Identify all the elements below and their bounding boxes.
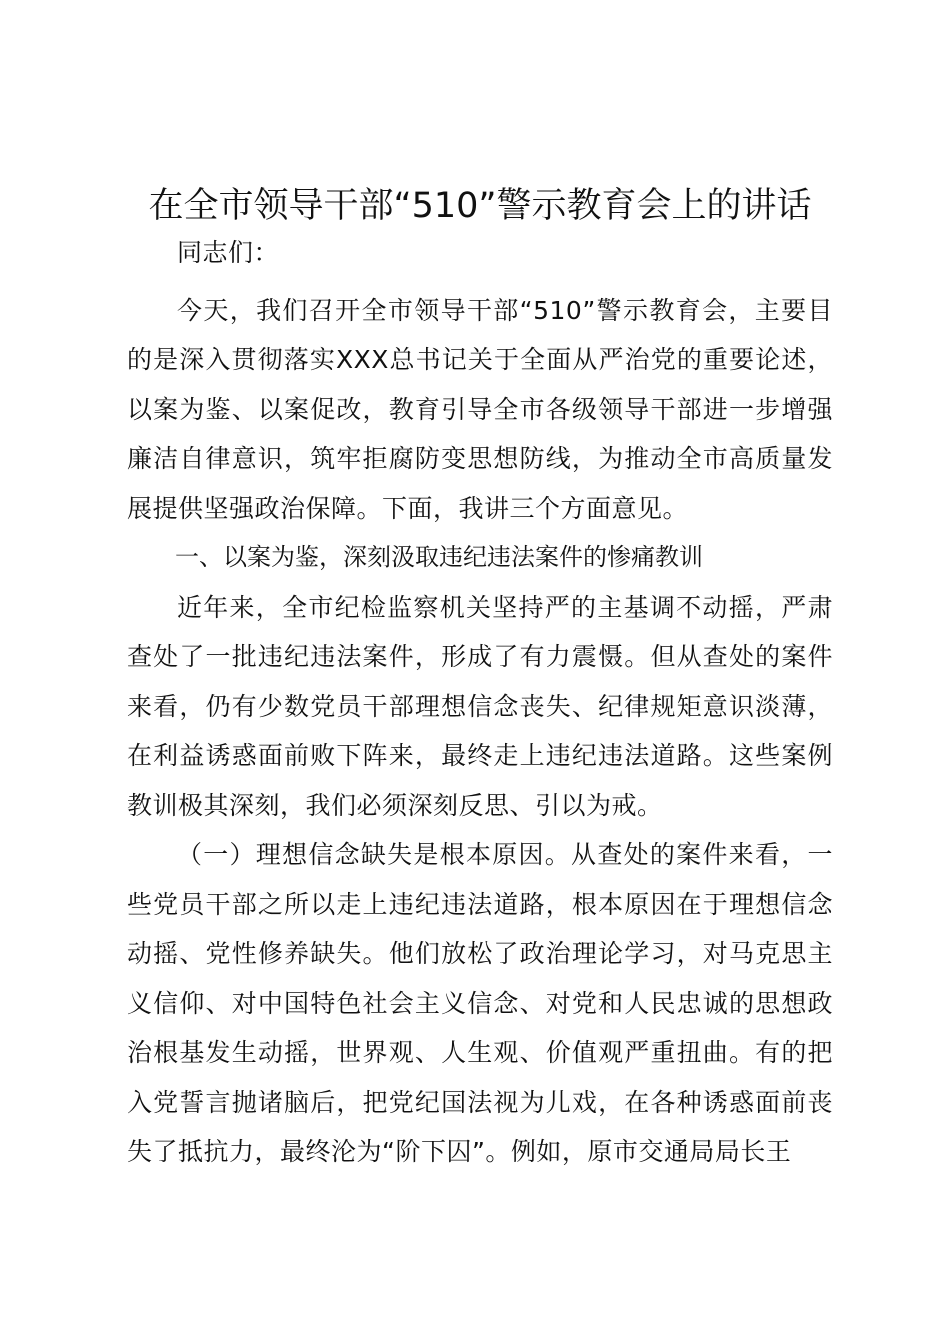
document-body [127, 176, 833, 1177]
document-title: 在全市领导干部“510”警示教育会上的讲话 [148, 186, 812, 226]
salutation: 同志们： [177, 238, 280, 267]
paragraph-subsection-1: （一）理想信念缺失是根本原因。从查处的案件来看，一些党员干部之所以走上违纪违法道路，根本原因在于理想信念动摇、党性修养缺失。他们放松了政治理论学习，对马克思主义信仰、对中国特色社会主义信念、对党和人民忠诚的思想政治根基发生动摇，世界观、人生观、价值观严重扭曲。有的把入党誓言抛诸脑后，把党纪国法视为儿戏，在各种诱惑面前丧失了抵抗力，最终沦为“阶下囚”。例如，原市交通局局长王 [127, 840, 833, 1166]
paragraph-section-1: 近年来，全市纪检监察机关坚持严的主基调不动摇，严肃查处了一批违纪违法案件，形成了有力震慑。但从查处的案件来看，仍有少数党员干部理想信念丧失、纪律规矩意识淡薄，在利益诱惑面前败下阵来，最终走上违纪违法道路。这些案例教训极其深刻，我们必须深刻反思、引以为戒。 [127, 592, 833, 820]
paragraph-intro: 今天，我们召开全市领导干部“510”警示教育会，主要目的是深入贯彻落实XXX总书记关于全面从严治党的重要论述，以案为鉴、以案促改，教育引导全市各级领导干部进一步增强廉洁自律意识，筑牢拒腐防变思想防线，为推动全市高质量发展提供坚强政治保障。下面，我讲三个方面意见。 [127, 295, 833, 523]
section-heading-1: 一、以案为鉴，深刻汲取违纪违法案件的惨痛教训 [175, 543, 703, 571]
